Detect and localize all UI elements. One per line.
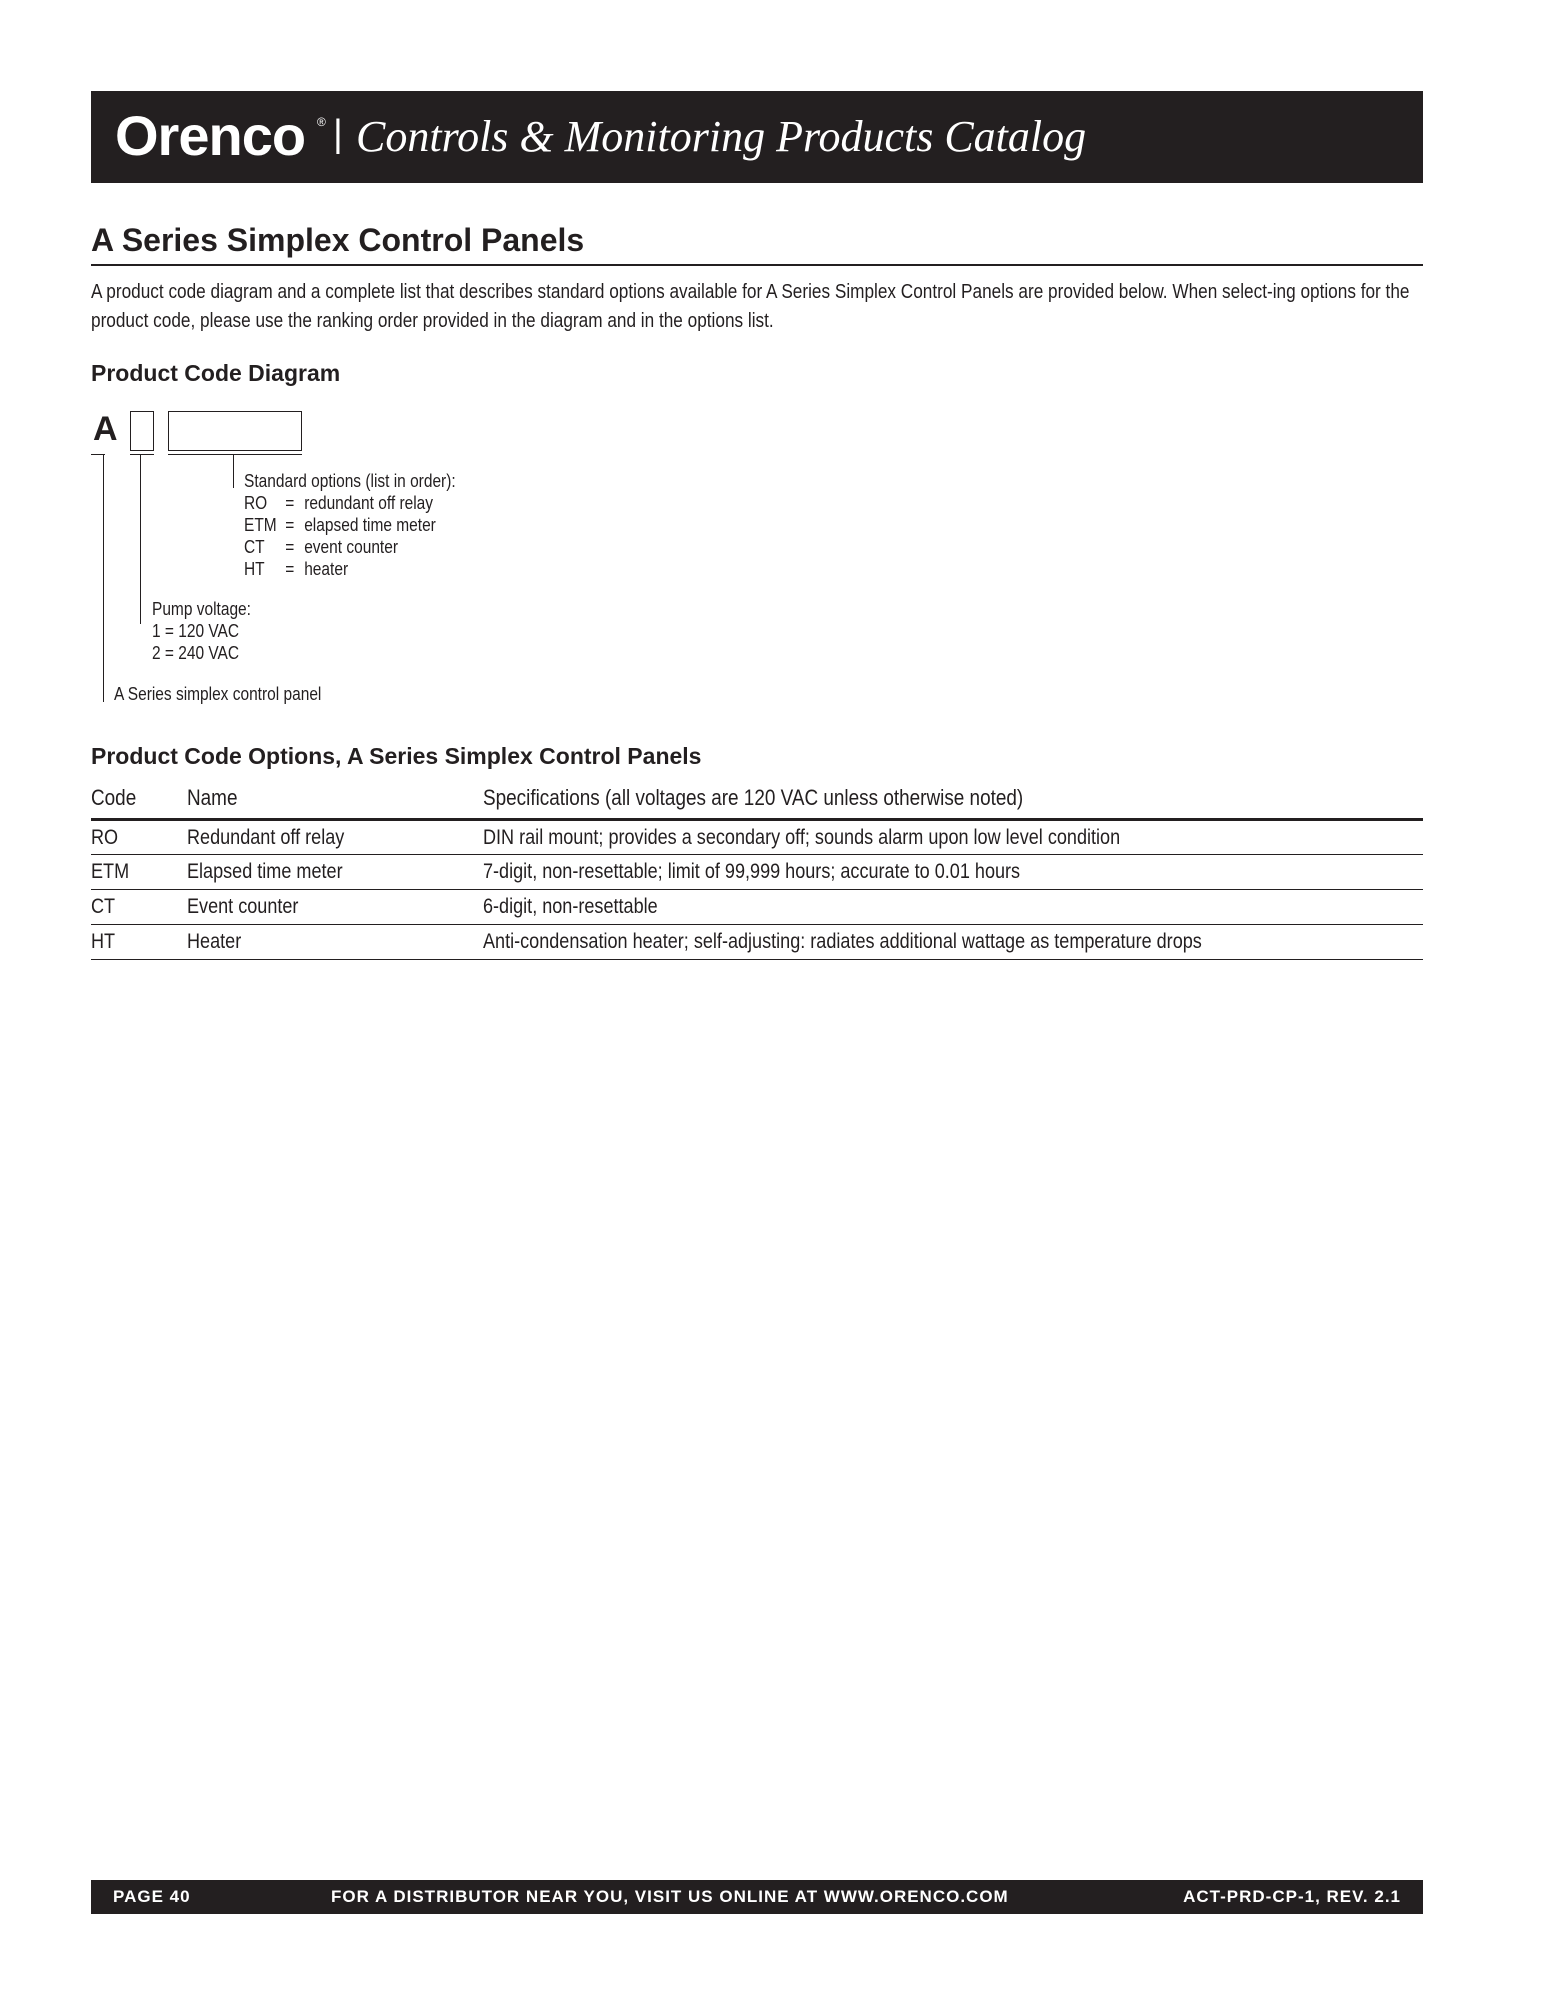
cell-name: Redundant off relay [187, 826, 345, 849]
cell-code: HT [91, 930, 116, 953]
options-list [244, 470, 456, 580]
header-separator: | [333, 113, 343, 155]
option-desc: redundant off relay [304, 493, 434, 513]
cell-specs: 7-digit, non-resettable; limit of 99,999 hours; accurate to 0.01 hours [483, 860, 1021, 883]
option-eq: = [285, 537, 295, 557]
option-eq: = [285, 493, 295, 513]
cell-code: RO [91, 826, 119, 849]
option-code: HT [244, 559, 265, 579]
option-code: RO [244, 493, 268, 513]
option-line [244, 536, 456, 558]
column-header-name: Name [187, 785, 238, 810]
options-title: Standard options (list in order): [244, 471, 456, 491]
option-line [244, 492, 456, 514]
option-code: CT [244, 537, 265, 557]
code-prefix: A [93, 410, 118, 448]
cell-code: CT [91, 895, 116, 918]
panel-leader [103, 454, 104, 702]
distributor-note: FOR A DISTRIBUTOR NEAR YOU, VISIT US ONLINE AT WWW.ORENCO.COM [331, 1887, 1009, 1906]
voltage-list [152, 598, 251, 664]
page-title: A Series Simplex Control Panels [91, 222, 1423, 266]
registered-mark: ® [317, 115, 326, 129]
page-number: PAGE 40 [113, 1887, 191, 1906]
option-eq: = [285, 559, 295, 579]
panel-label: A Series simplex control panel [114, 684, 322, 704]
option-line [244, 558, 456, 580]
cell-specs: Anti-condensation heater; self-adjusting: radiates additional wattage as temperature drops [483, 930, 1202, 953]
options-leader [233, 454, 234, 488]
options-box [168, 411, 302, 451]
row-divider [91, 959, 1423, 960]
option-line [244, 514, 456, 536]
page-footer [91, 1880, 1423, 1914]
document-id: ACT-PRD-CP-1, REV. 2.1 [1183, 1887, 1401, 1906]
row-divider [91, 889, 1423, 890]
row-divider [91, 854, 1423, 855]
brand-logo: Orenco [115, 104, 306, 167]
cell-name: Event counter [187, 895, 299, 918]
column-header-specs: Specifications (all voltages are 120 VAC unless otherwise noted) [483, 785, 1024, 810]
voltage-title: Pump voltage: [152, 599, 251, 619]
voltage-box [130, 411, 154, 451]
cell-name: Elapsed time meter [187, 860, 343, 883]
table-header-rule [91, 818, 1423, 821]
intro-paragraph: A product code diagram and a complete list that describes standard options available for A Series Simplex Control Panels are provided below. When select-ing options for the product code, please use the ranking order provided in the diagram and in the options list. [91, 281, 1410, 332]
option-desc: event counter [304, 537, 399, 557]
diagram-heading: Product Code Diagram [91, 360, 341, 386]
option-code: ETM [244, 515, 277, 535]
voltage-leader [140, 454, 141, 624]
voltage-underline [130, 454, 154, 455]
cell-specs: DIN rail mount; provides a secondary off; sounds alarm upon low level condition [483, 826, 1121, 849]
options-table-heading: Product Code Options, A Series Simplex Control Panels [91, 743, 702, 769]
voltage-option: 1 = 120 VAC [152, 621, 240, 641]
option-desc: elapsed time meter [304, 515, 436, 535]
option-desc: heater [304, 559, 349, 579]
catalog-title: Controls & Monitoring Products Catalog [356, 112, 1087, 161]
options-underline [168, 454, 302, 455]
row-divider [91, 924, 1423, 925]
column-header-code: Code [91, 785, 137, 810]
cell-name: Heater [187, 930, 242, 953]
catalog-header [91, 91, 1423, 183]
cell-specs: 6-digit, non-resettable [483, 895, 658, 918]
cell-code: ETM [91, 860, 130, 883]
voltage-option: 2 = 240 VAC [152, 643, 240, 663]
option-eq: = [285, 515, 295, 535]
